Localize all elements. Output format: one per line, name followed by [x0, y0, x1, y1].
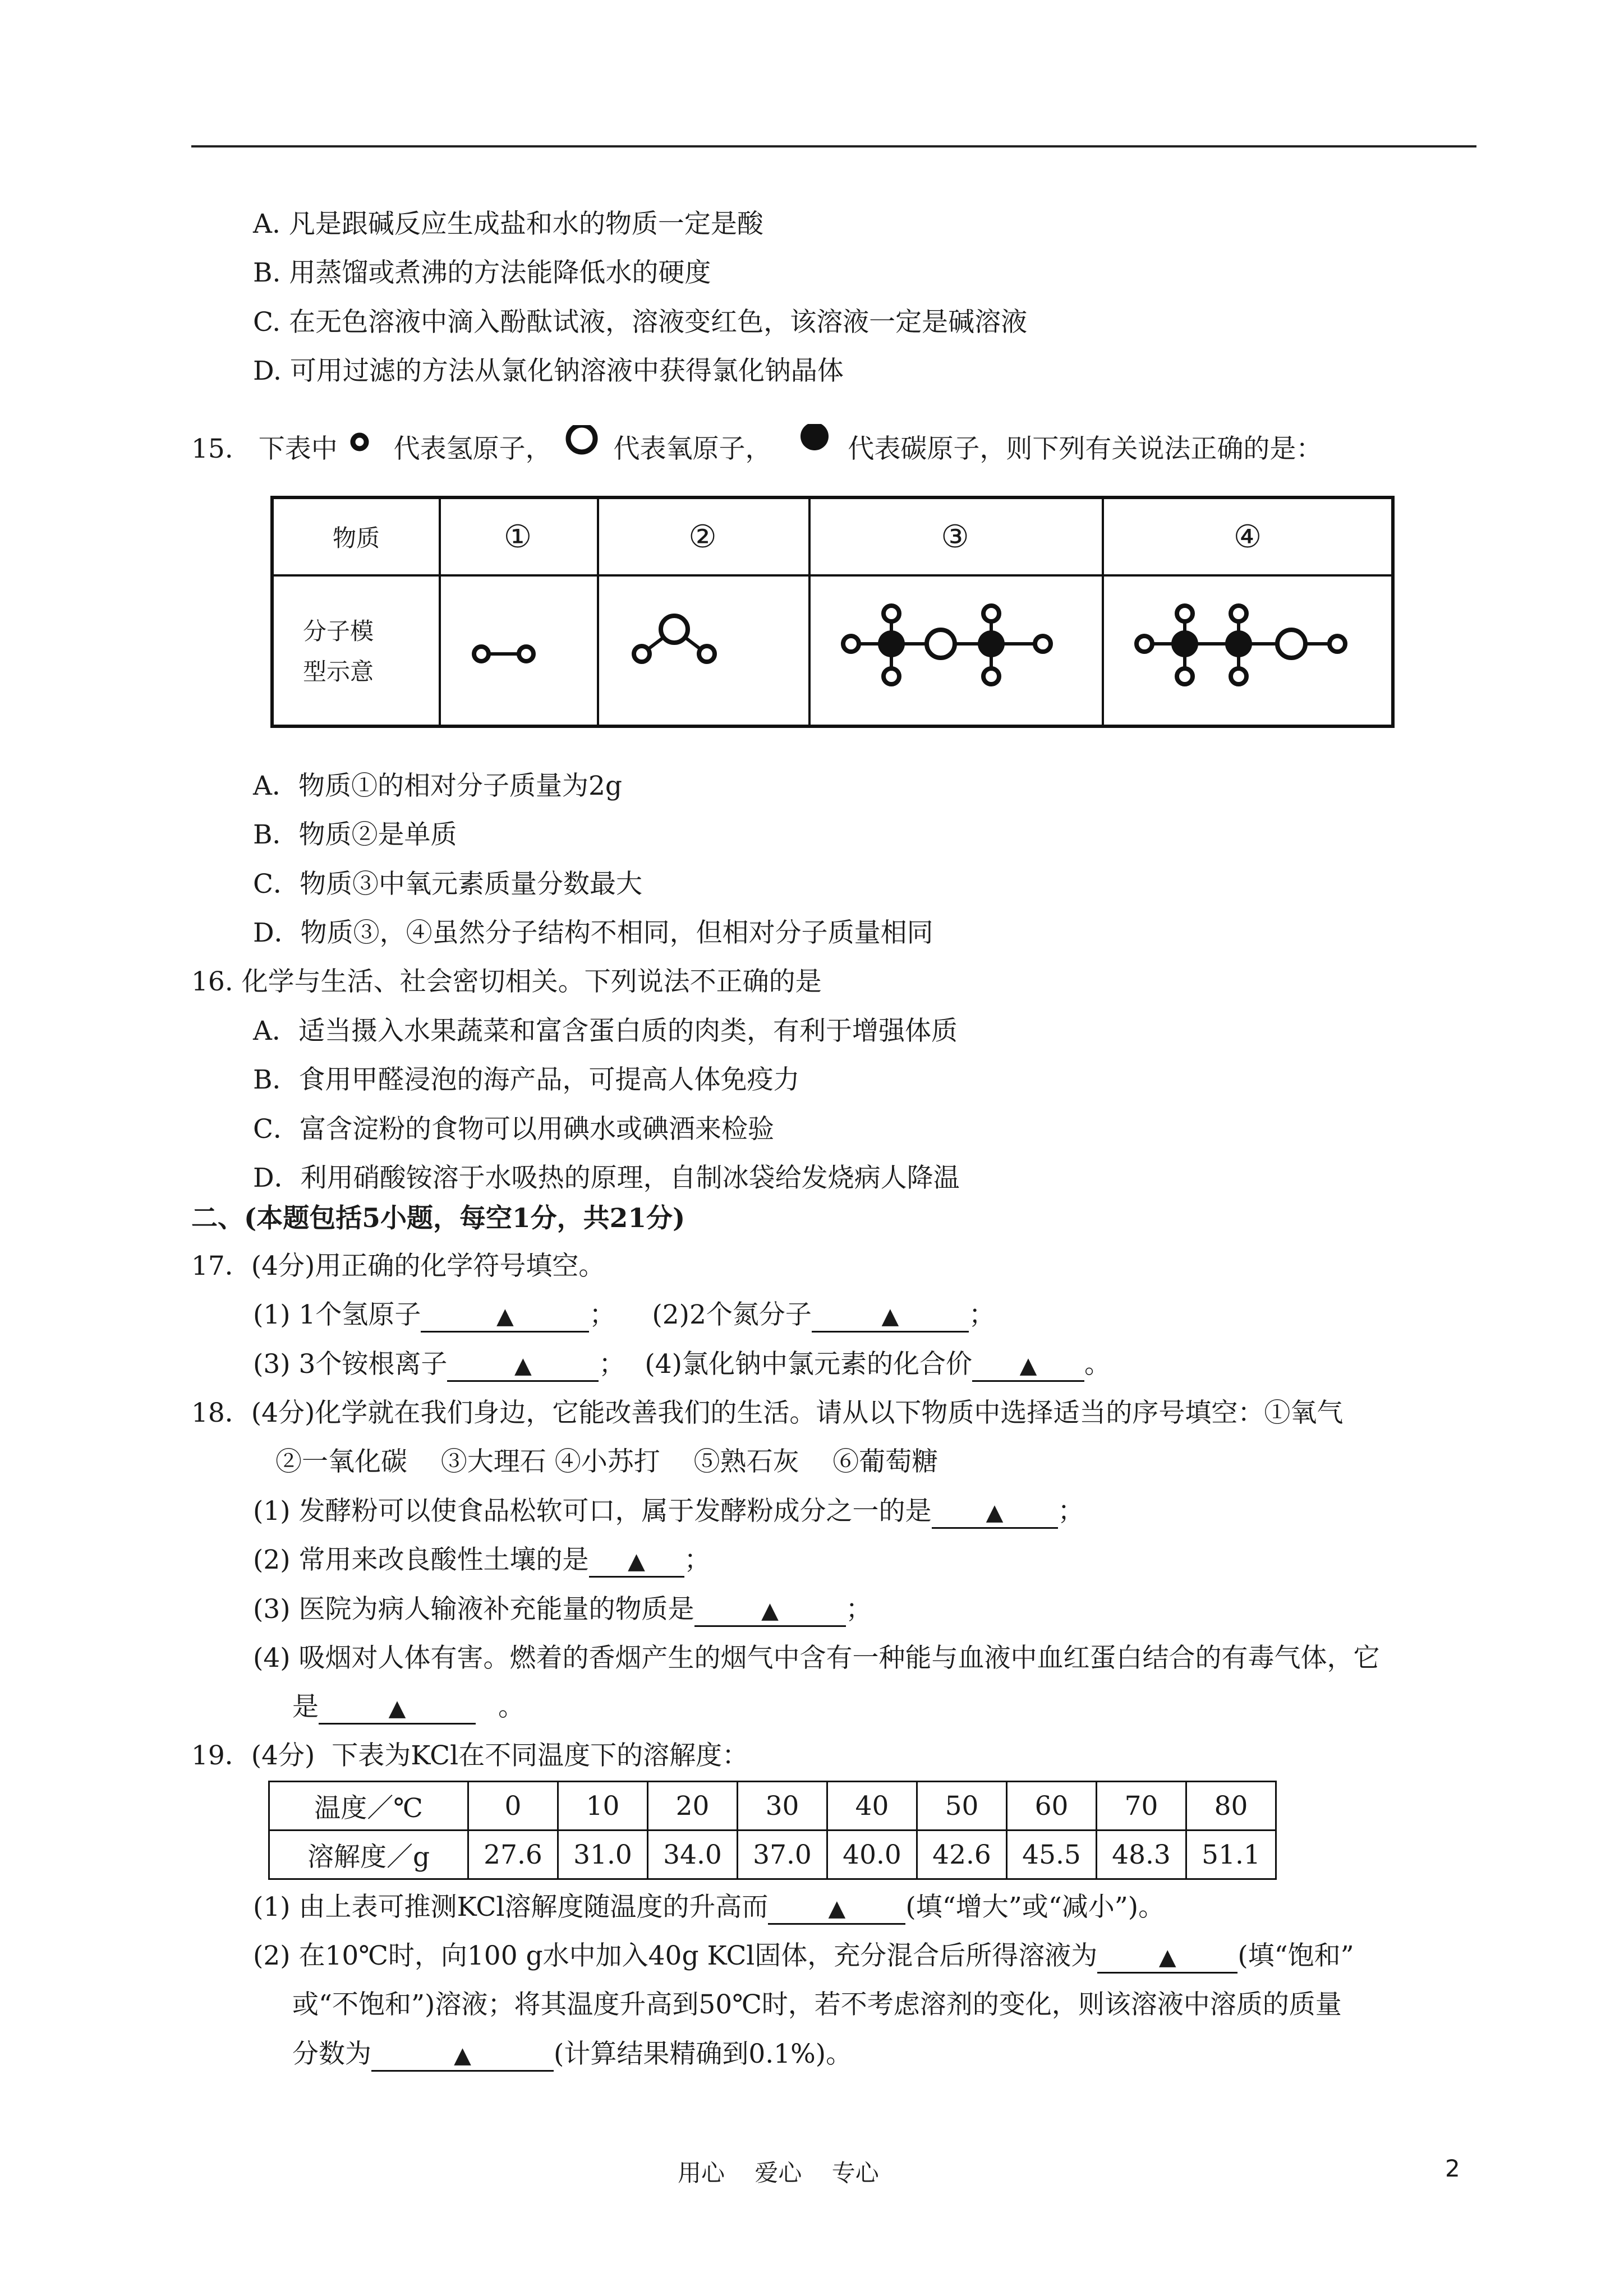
q18-item1: (1) 发酵粉可以使食品松软可口，属于发酵粉成分之一的是 ▲ ； — [253, 1495, 1084, 1529]
q17-stem: 17．(4分)用正确的化学符号填空。 — [191, 1251, 605, 1281]
molecule-3-diagram — [808, 574, 1102, 726]
table-header-substance: 物质 — [332, 524, 380, 552]
q19-item2: (2) 在10℃时，向100 g水中加入40g KCl固体，充分混合后所得溶液为 ▲ (填“饱和” — [253, 1939, 1354, 1974]
page-number: 2 — [1445, 2155, 1460, 2182]
q17-answer-4[interactable]: ▲ — [972, 1350, 1084, 1382]
q17-answer-2[interactable]: ▲ — [812, 1301, 969, 1333]
q19-stem: 19．(4分) 下表为KCl在不同温度下的溶解度： — [191, 1740, 749, 1771]
q19-answer-3[interactable]: ▲ — [371, 2040, 554, 2072]
table-header-4: ④ — [1233, 518, 1262, 555]
q19-item1: (1) 由上表可推测KCl溶解度随温度的升高而 ▲ (填“增大”或“减小”)。 — [253, 1891, 1165, 1925]
q18-item3: (3) 医院为病人输液补充能量的物质是 ▲ ； — [253, 1593, 872, 1627]
q18-stem: 18．(4分)化学就在我们身边，它能改善我们的生活。请从以下物质中选择适当的序号填空：①氧气 — [191, 1398, 1344, 1428]
section-heading: 二、(本题包括5小题，每空1分，共21分) — [191, 1203, 686, 1234]
q17-line1: (1) 1个氢原子 ▲ ； (2)2个氮分子 ▲ ； — [253, 1298, 995, 1333]
q14-option-a: A. 凡是跟碱反应生成盐和水的物质一定是酸 — [253, 209, 763, 239]
q19-answer-1[interactable]: ▲ — [768, 1893, 905, 1925]
q18-choices: ②一氧化碳 ③大理石 ④小苏打 ⑤熟石灰 ⑥葡萄糖 — [275, 1446, 938, 1477]
q15-stem: 15. 下表中 代表氢原子， 代表氧原子， 代表碳原子，则下列有关说法正确的是： — [191, 424, 1322, 466]
hydrogen-atom-icon — [346, 432, 374, 460]
q15-option-d: D．物质③，④虽然分子结构不相同，但相对分子质量相同 — [253, 918, 933, 948]
q16-stem: 16. 化学与生活、社会密切相关。下列说法不正确的是 — [191, 966, 822, 997]
table-header-2: ② — [688, 518, 717, 555]
header-rule — [191, 145, 1476, 147]
q17-line2: (3) 3个铵根离子 ▲ ； (4)氯化钠中氯元素的化合价 ▲ 。 — [253, 1348, 1111, 1382]
carbon-atom-icon — [794, 424, 839, 458]
q17-answer-1[interactable]: ▲ — [421, 1301, 589, 1333]
q15-number: 15. — [191, 434, 233, 464]
q18-answer-2[interactable]: ▲ — [589, 1546, 684, 1578]
q14-option-b: B. 用蒸馏或煮沸的方法能降低水的硬度 — [253, 257, 711, 288]
q17-answer-3[interactable]: ▲ — [447, 1350, 599, 1382]
q19-answer-2[interactable]: ▲ — [1097, 1942, 1237, 1974]
solubility-table — [268, 1781, 1277, 1880]
table-header-3: ③ — [941, 518, 969, 555]
q18-item4: (4) 吸烟对人体有害。燃着的香烟产生的烟气中含有一种能与血液中血红蛋白结合的有毒气体，它 — [253, 1643, 1380, 1673]
q16-option-c: C．富含淀粉的食物可以用碘水或碘酒来检验 — [253, 1114, 774, 1145]
q19-item2-cont2: 分数为 ▲ (计算结果精确到0.1%)。 — [292, 2037, 852, 2072]
q15-option-b: B．物质②是单质 — [253, 819, 457, 850]
table-row-label: 溶解度／g — [269, 1831, 468, 1879]
molecule-table — [270, 496, 1395, 728]
q18-item2: (2) 常用来改良酸性土壤的是 ▲ ； — [253, 1543, 711, 1578]
table-row-label: 分子模 型示意 — [303, 617, 374, 685]
q18-answer-4[interactable]: ▲ — [319, 1693, 476, 1725]
table-header-1: ① — [503, 518, 532, 555]
footer-motto: 用心 爱心 专心 — [678, 2159, 879, 2187]
q14-option-d: D. 可用过滤的方法从氯化钠溶液中获得氯化钠晶体 — [253, 356, 844, 386]
molecule-h2-diagram — [439, 574, 597, 726]
table-row-label: 温度／℃ — [269, 1782, 468, 1831]
q16-option-a: A．适当摄入水果蔬菜和富含蛋白质的肉类，有利于增强体质 — [253, 1016, 958, 1046]
q16-option-d: D．利用硝酸铵溶于水吸热的原理，自制冰袋给发烧病人降温 — [253, 1163, 960, 1193]
q18-answer-1[interactable]: ▲ — [932, 1497, 1058, 1529]
q16-option-b: B．食用甲醛浸泡的海产品，可提高人体免疫力 — [253, 1064, 800, 1095]
q15-option-a: A．物质①的相对分子质量为2g — [253, 771, 622, 801]
molecule-h2o-diagram — [597, 574, 808, 726]
q19-item2-cont: 或“不饱和”)溶液；将其温度升高到50℃时，若不考虑溶剂的变化，则该溶液中溶质的质量 — [292, 1989, 1342, 2020]
oxygen-atom-icon — [560, 425, 605, 459]
q18-item4-cont: 是 ▲ 。 — [292, 1690, 525, 1725]
q18-answer-3[interactable]: ▲ — [694, 1595, 846, 1627]
table-row: 溶解度／g 27.6 31.0 34.0 37.0 40.0 42.6 45.5 48.3 51.1 — [269, 1831, 1276, 1879]
q15-option-c: C．物质③中氧元素质量分数最大 — [253, 869, 642, 900]
q14-option-c: C. 在无色溶液中滴入酚酞试液，溶液变红色，该溶液一定是碱溶液 — [253, 307, 1028, 338]
table-row: 温度／℃ 0 10 20 30 40 50 60 70 80 — [269, 1782, 1276, 1831]
molecule-4-diagram — [1102, 574, 1393, 726]
